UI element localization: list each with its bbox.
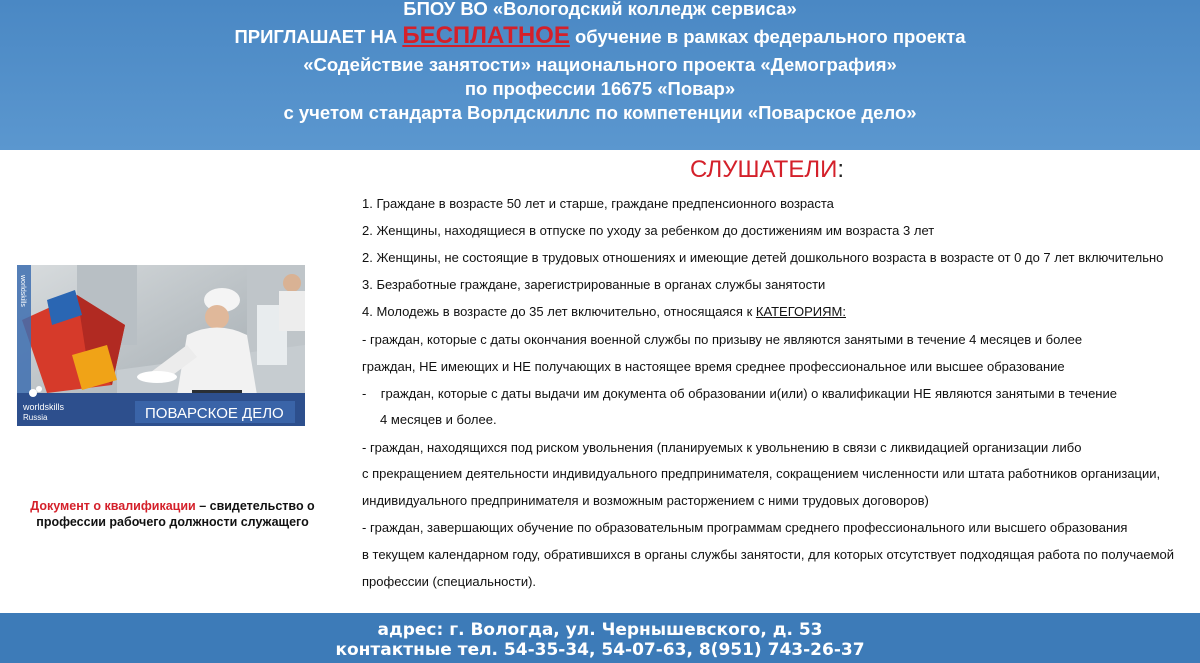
- banner-text: ПОВАРСКОЕ ДЕЛО: [145, 405, 284, 422]
- sub-list-item: - граждан, которые с даты окончания военной службы по призыву не являются занятыми в течение 4 месяцев и более: [362, 332, 1083, 347]
- list-item: 2. Женщины, не состоящие в трудовых отношениях и имеющие детей дошкольного возраста в возрасте от 0 до 7 лет включительно: [362, 250, 1164, 265]
- item4-text: 4. Молодежь в возрасте до 35 лет включительно, относящаяся к: [362, 304, 756, 319]
- photo-illustration: [17, 265, 305, 426]
- sub-list-item: - граждан, находящихся под риском увольнения (планируемых к увольнению в связи с ликвидацией организации либо: [362, 440, 1082, 455]
- invitation-suffix: обучение в рамках федерального проекта: [569, 26, 966, 47]
- project-line: «Содействие занятости» национального проекта «Демография»: [303, 54, 897, 75]
- invitation-line: [0, 22, 1200, 49]
- listeners-title-text: СЛУШАТЕЛИ: [690, 156, 838, 183]
- college-name: БПОУ ВО «Вологодский колледж сервиса»: [403, 0, 797, 19]
- profession-line: по профессии 16675 «Повар»: [464, 78, 736, 99]
- worldskills-photo: [17, 265, 305, 426]
- free-highlight: БЕСПЛАТНОЕ: [402, 22, 570, 49]
- list-item: 1. Граждане в возрасте 50 лет и старше, граждане предпенсионного возраста: [362, 196, 834, 211]
- address-line: адрес: г. Вологда, ул. Чернышевского, д. 53: [377, 620, 823, 640]
- document-caption-rest: – свидетельство о профессии рабочего должности служащего: [36, 499, 315, 529]
- sub-list-item: профессии (специальности).: [362, 574, 537, 589]
- document-caption: [20, 498, 325, 530]
- sub-list-item: в текущем календарном году, обратившихся в органы службы занятости, для которых отсутствует подходящая работа по получаемой: [362, 547, 1175, 562]
- standard-line: с учетом стандарта Ворлдскиллс по компетенции «Поварское дело»: [283, 102, 917, 123]
- listeners-title-colon: :: [837, 156, 844, 183]
- list-item: 2. Женщины, находящиеся в отпуске по уходу за ребенком до достижениям им возраста 3 лет: [362, 223, 935, 238]
- list-item: 3. Безработные граждане, зарегистрированные в органах службы занятости: [362, 277, 826, 292]
- sub-list-item: индивидуального предпринимателя и возможным расторжением с ними трудовых договоров): [362, 493, 929, 508]
- brand-vertical-text: worldskills: [19, 275, 26, 307]
- brand-line2: Russia: [23, 413, 48, 422]
- list-item: [362, 304, 846, 319]
- sub-list-item: - граждан, завершающих обучение по образовательным программам среднего профессионального или высшего образования: [362, 520, 1128, 535]
- header-banner: [0, 0, 1200, 150]
- document-caption-highlight: Документ о квалификации: [30, 499, 196, 513]
- sub-list-item: граждан, НЕ имеющих и НЕ получающих в настоящее время среднее профессиональное или высшее образование: [362, 359, 1065, 374]
- sub-list-item: с прекращением деятельности индивидуального предпринимателя, сокращением численности или штата работников организации,: [362, 466, 1161, 481]
- worldskills-logo-icon: [29, 389, 37, 397]
- invitation-prefix: ПРИГЛАШАЕТ НА: [234, 26, 403, 47]
- sub-list-item: 4 месяцев и более.: [362, 412, 497, 427]
- footer-contacts: [0, 613, 1200, 663]
- categories-link: КАТЕГОРИЯМ:: [755, 304, 846, 319]
- sub-list-item: - граждан, которые с даты выдачи им документа об образовании и(или) о квалификации НЕ являются занятыми в течение: [362, 386, 1117, 401]
- brand-line1: worldskills: [23, 402, 65, 412]
- phones-line: контактные тел. 54-35-34, 54-07-63, 8(951) 743-26-37: [335, 640, 865, 660]
- listeners-title: [690, 156, 844, 184]
